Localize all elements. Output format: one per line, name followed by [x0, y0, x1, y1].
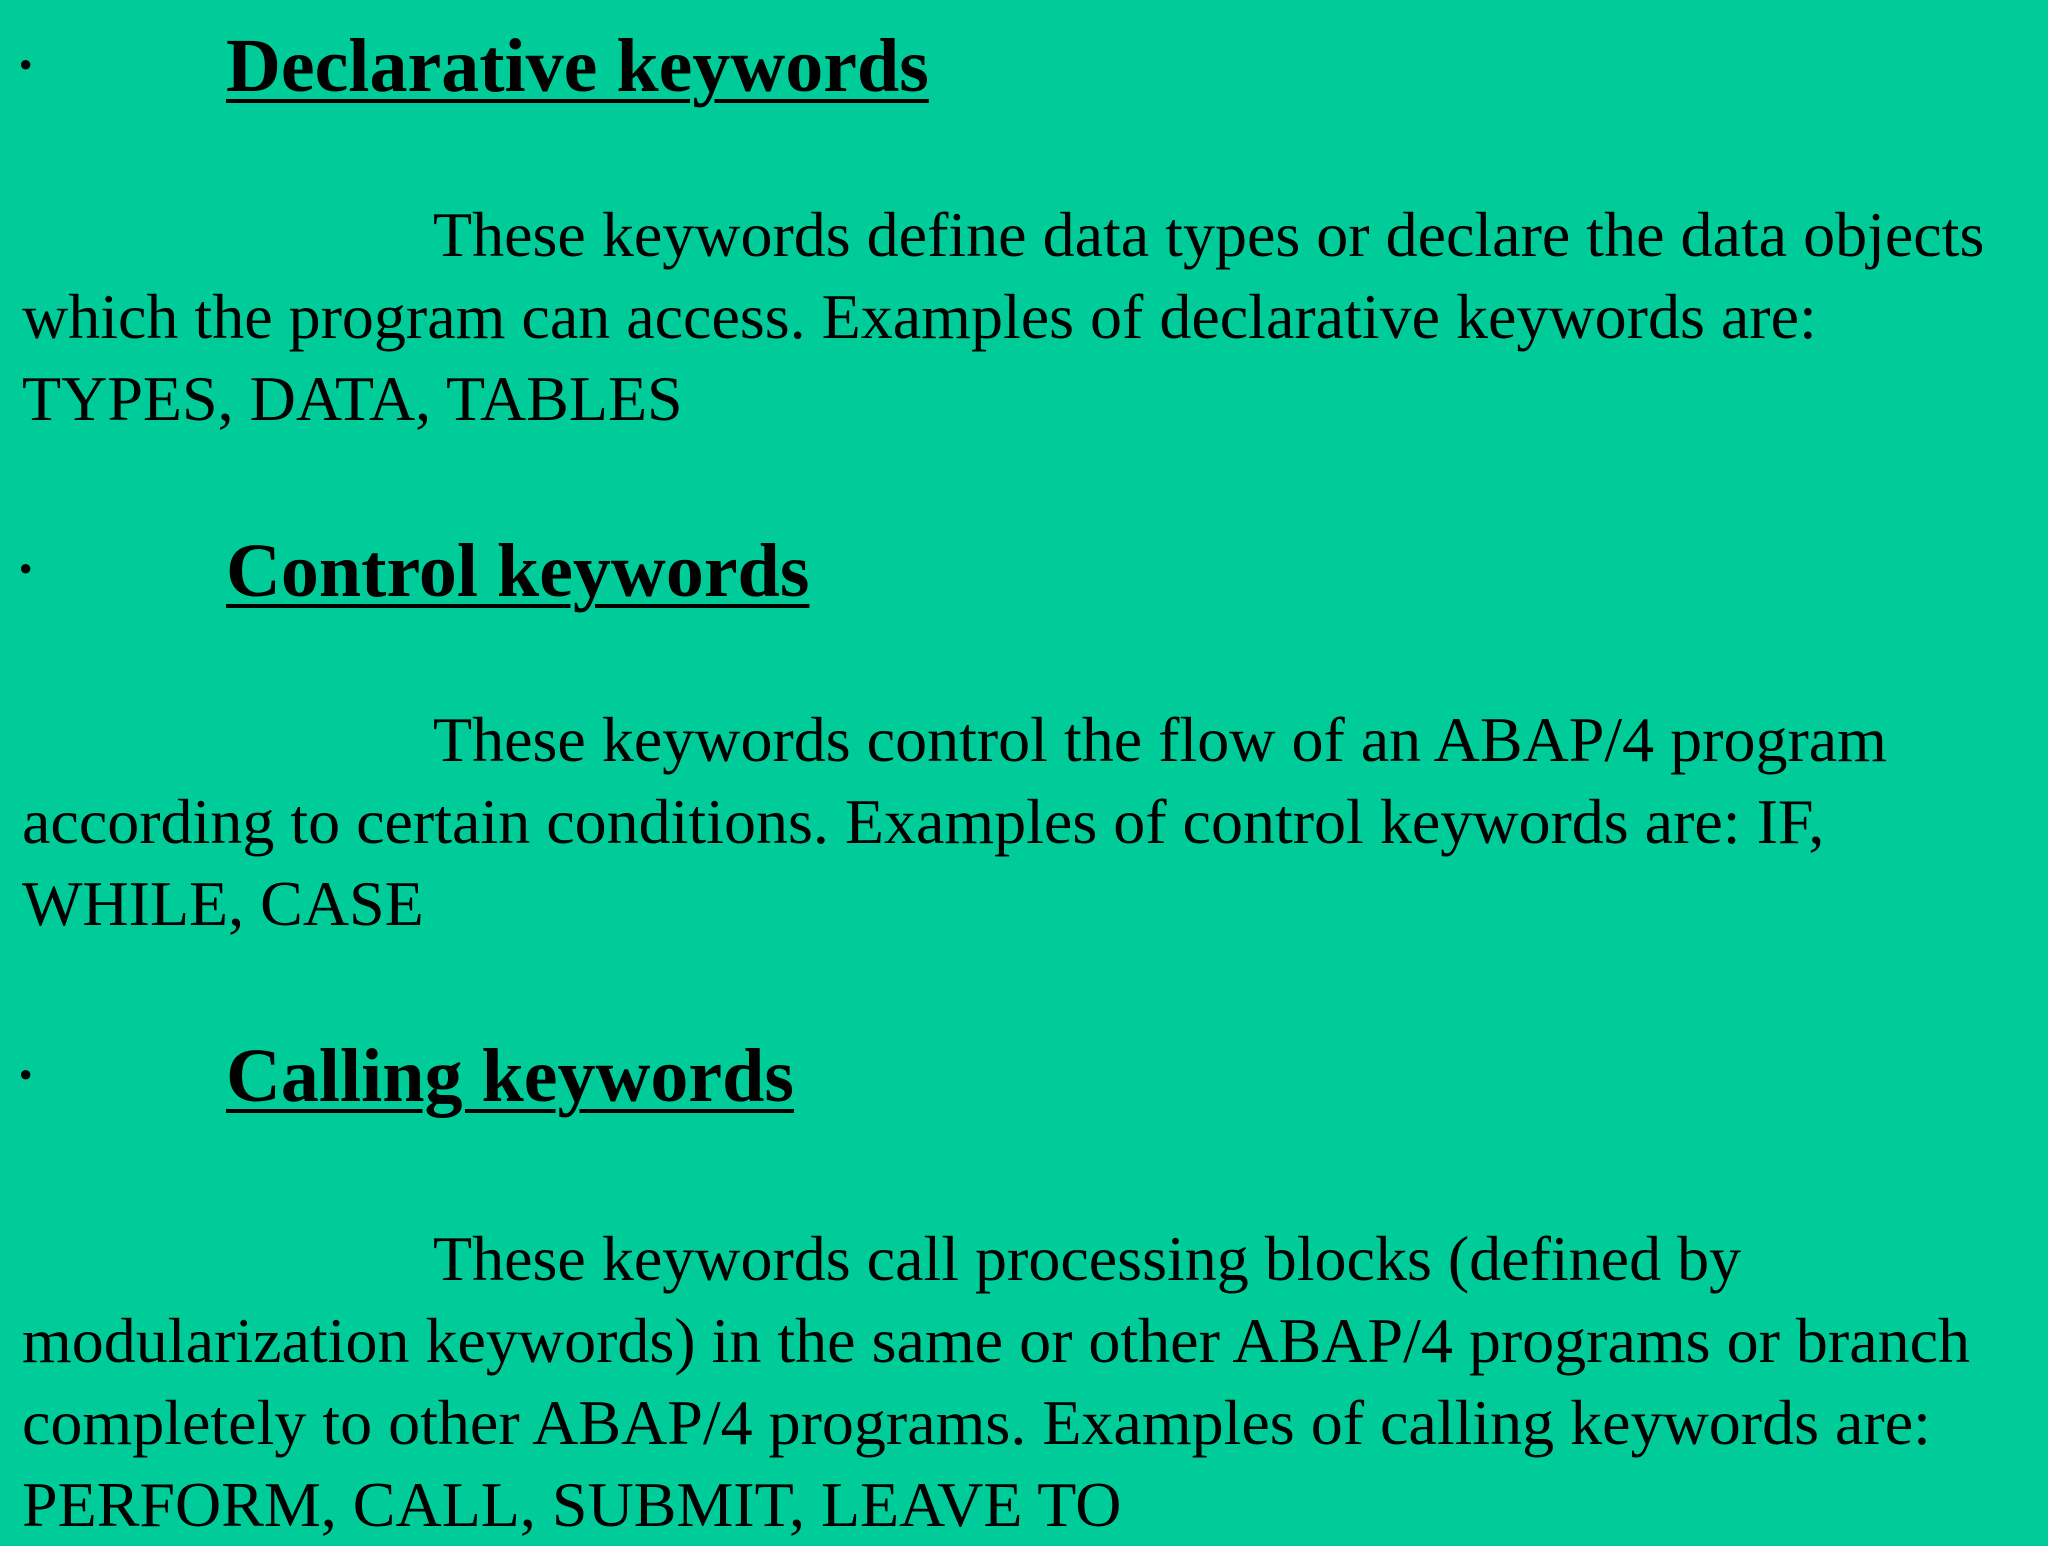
- paragraph-calling-keywords: These keywords call processing blocks (defined by modularization keywords) in the same or other ABAP/4 programs or branch completely to other ABAP/4 programs. Examples of calling keywords are: PERFORM, CALL, SUBMIT, LEAVE TO: [22, 1223, 1970, 1540]
- heading-control-keywords: Control keywords: [226, 529, 810, 613]
- bullet-calling: ·: [16, 1042, 36, 1107]
- paragraph-control-keywords: These keywords control the flow of an ABAP/4 program according to certain conditions. Examples of control keywords are: IF, WHILE, CASE: [22, 704, 1887, 939]
- heading-declarative-keywords: Declarative keywords: [226, 24, 929, 108]
- bullet-declarative: ·: [16, 32, 36, 97]
- heading-calling-keywords: Calling keywords: [226, 1034, 794, 1118]
- paragraph-declarative-keywords: These keywords define data types or declare the data objects which the program can access. Examples of declarative keywords are: TYPES, DATA, TABLES: [22, 199, 1985, 434]
- bullet-control: ·: [16, 536, 36, 601]
